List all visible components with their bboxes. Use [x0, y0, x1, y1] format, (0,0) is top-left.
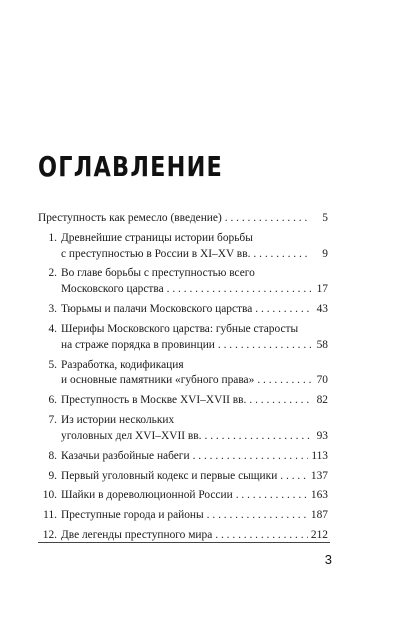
entry-page-number: 70: [316, 374, 328, 387]
toc-line: [38, 266, 328, 282]
entry-text: Первый уголовный кодекс и первые сыщики: [61, 469, 278, 482]
toc-entry: [38, 211, 328, 227]
entry-page-number: 163: [310, 489, 328, 502]
entry-text: Шайки в дореволюционной России: [61, 489, 233, 502]
toc-entry: [38, 413, 328, 444]
entry-page-number: 93: [316, 429, 328, 442]
dot-leader: [205, 429, 312, 445]
entry-text: Казачьи разбойные набеги: [61, 449, 190, 462]
toc-entry: [38, 488, 328, 504]
entry-text: Тюрьмы и палачи Московского царства: [61, 303, 253, 316]
entry-text: и основные памятники «губного права»: [61, 374, 255, 387]
entry-text: Шерифы Московского царства: губные старосты: [61, 322, 299, 335]
toc-entry: [38, 358, 328, 389]
toc-entry: [38, 266, 328, 297]
entry-page-number: 212: [310, 529, 328, 542]
entry-text: Преступность в Москве XVI–XVII вв.: [61, 394, 247, 407]
toc-entry: [38, 469, 328, 485]
toc-entry: [38, 231, 328, 262]
entry-text: Из истории нескольких: [61, 414, 175, 427]
chapter-number: 2.: [48, 267, 57, 280]
page-number: 3: [324, 552, 332, 567]
page-title: ОГЛАВЛЕНИЕ: [38, 150, 224, 183]
entry-page-number: 5: [322, 212, 328, 224]
toc-line: [38, 247, 328, 263]
footer-rule: [38, 542, 330, 543]
toc-line: [38, 393, 328, 409]
dot-leader: [207, 508, 308, 524]
entry-page-number: 58: [316, 338, 328, 351]
dot-leader: [167, 282, 311, 298]
toc-entry: [38, 302, 328, 318]
entry-page-number: 137: [310, 469, 328, 482]
toc-line: [38, 322, 328, 338]
entry-text: на страже порядка в провинции: [61, 338, 215, 351]
entry-text: Преступность как ремесло (введение): [38, 212, 222, 224]
toc-line: [38, 302, 328, 318]
dot-leader: [236, 488, 308, 504]
dot-leader: [225, 211, 311, 227]
chapter-number: 8.: [48, 449, 57, 462]
toc-entry: [38, 449, 328, 465]
entry-text: с преступностью в России в XI–XV вв.: [61, 247, 251, 260]
entry-text: Две легенды преступного мира: [61, 529, 213, 542]
chapter-number: 4.: [48, 322, 57, 335]
dot-leader: [257, 373, 311, 389]
toc-entry: [38, 393, 328, 409]
entry-page-number: 113: [311, 449, 328, 462]
entry-page-number: 187: [310, 509, 328, 522]
toc-line: [38, 231, 328, 247]
toc-line: [38, 211, 328, 227]
entry-page-number: 43: [316, 303, 328, 316]
toc-line: [38, 358, 328, 374]
dot-leader: [280, 469, 308, 485]
toc-line: [38, 338, 328, 354]
dot-leader: [193, 449, 309, 465]
entry-text: Древнейшие страницы истории борьбы: [61, 231, 253, 244]
chapter-number: 10.: [42, 489, 57, 502]
dot-leader: [218, 338, 311, 354]
chapter-number: 6.: [48, 394, 57, 407]
entry-page-number: 82: [316, 394, 328, 407]
dot-leader: [249, 393, 311, 409]
toc-entry: [38, 322, 328, 353]
toc-entry: [38, 508, 328, 524]
toc-line: [38, 282, 328, 298]
entry-text: Московского царства: [61, 283, 164, 296]
toc-line: [38, 413, 328, 429]
toc-line: [38, 373, 328, 389]
chapter-number: 5.: [48, 358, 57, 371]
entry-page-number: 17: [316, 283, 328, 296]
dot-leader: [255, 302, 311, 318]
chapter-number: 7.: [48, 414, 57, 427]
chapter-number: 11.: [43, 509, 57, 522]
toc-line: [38, 429, 328, 445]
chapter-number: 3.: [48, 303, 57, 316]
entry-text: уголовных дел XVI–XVII вв.: [61, 429, 202, 442]
chapter-number: 12.: [42, 529, 57, 542]
toc-line: [38, 469, 328, 485]
entry-text: Преступные города и районы: [61, 509, 204, 522]
entry-text: Разработка, кодификация: [61, 358, 184, 371]
chapter-number: 1.: [48, 231, 57, 244]
chapter-number: 9.: [48, 469, 57, 482]
toc-line: [38, 508, 328, 524]
dot-leader: [253, 247, 311, 263]
toc-line: [38, 488, 328, 504]
entry-text: Во главе борьбы с преступностью всего: [61, 267, 255, 280]
entry-page-number: 9: [322, 247, 328, 260]
table-of-contents: [38, 211, 328, 548]
toc-line: [38, 449, 328, 465]
